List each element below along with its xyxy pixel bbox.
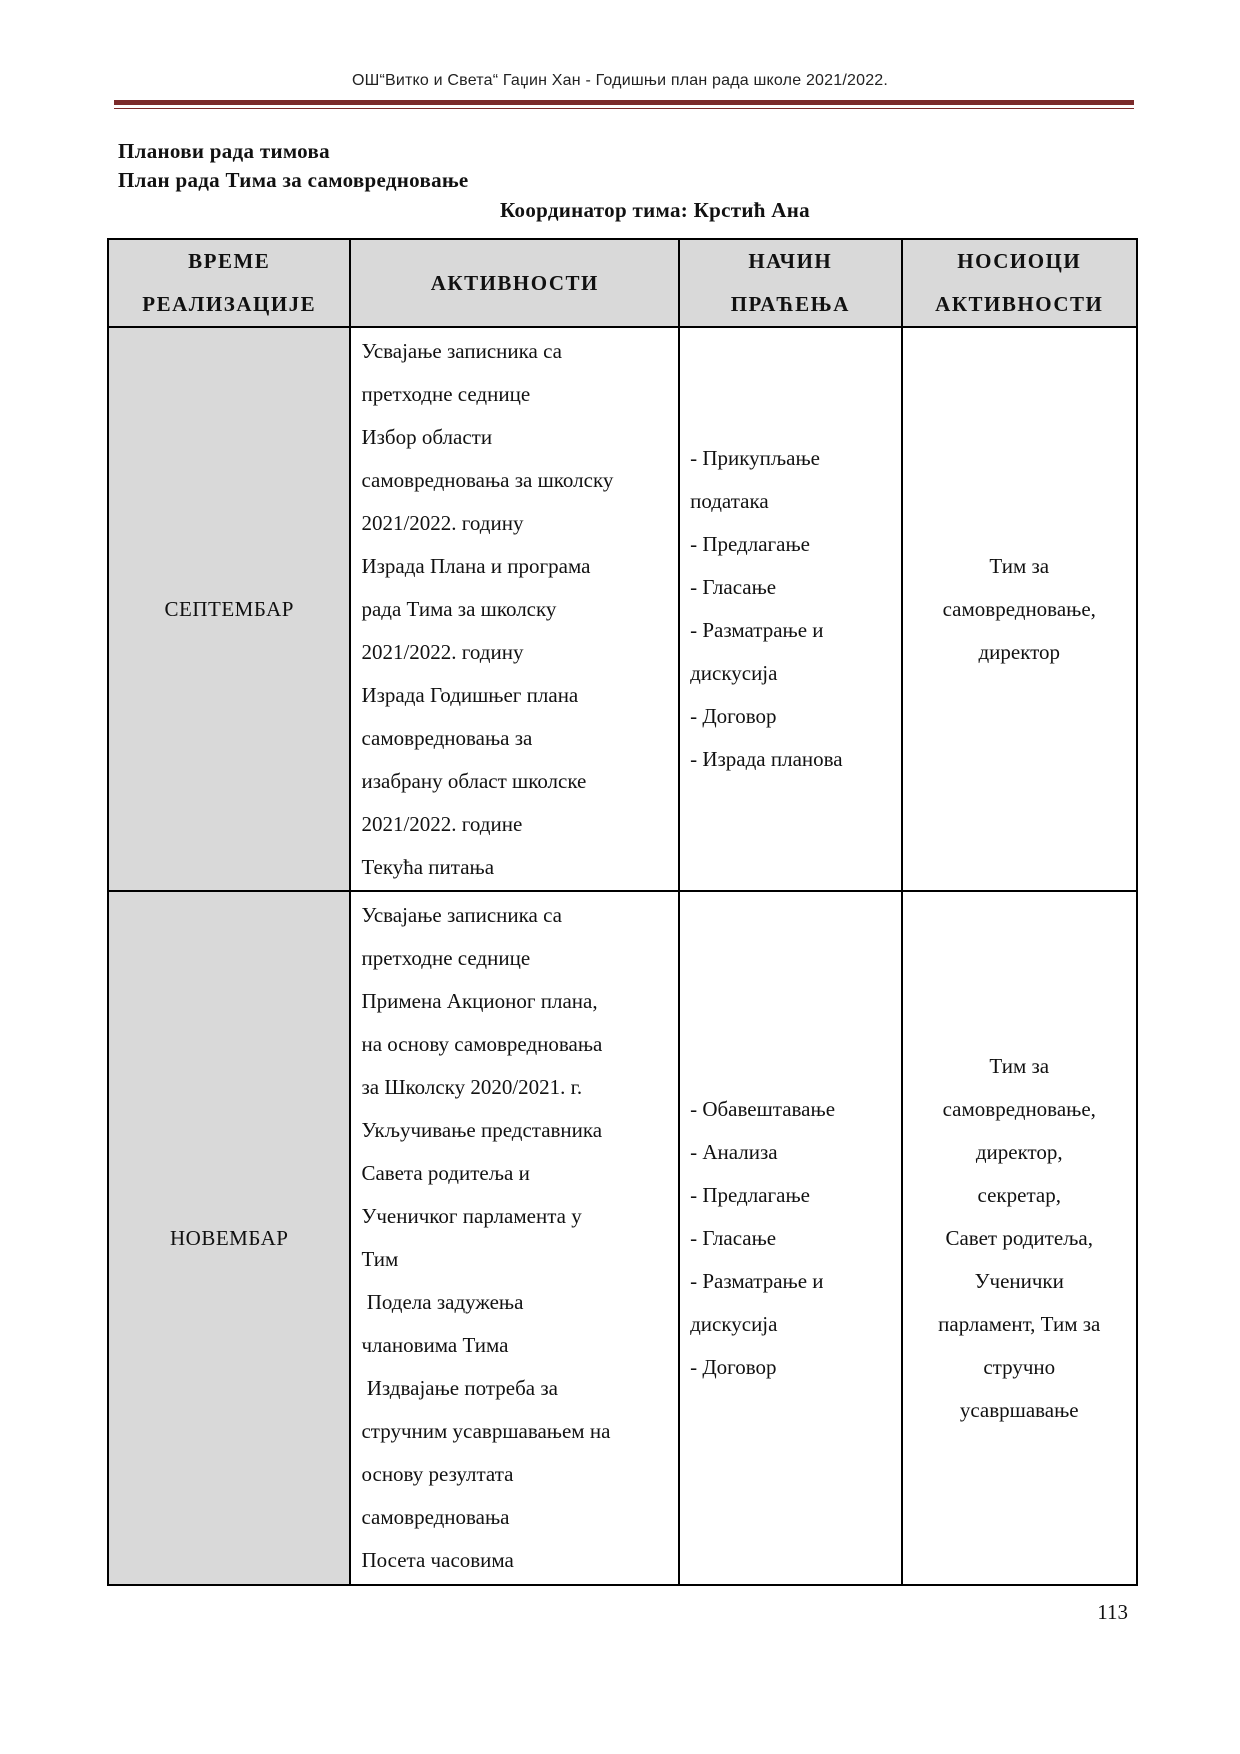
cell-line: - Договор xyxy=(690,1354,777,1379)
cell-line: Укључивање представника xyxy=(361,1118,603,1142)
table-header-row xyxy=(108,239,1137,327)
team-coordinator: Координатор тима: Крстић Ана xyxy=(500,198,810,222)
plan-title: План рада Тима за самовредновање xyxy=(118,168,469,192)
cell-line: Израда Годишњег плана xyxy=(361,682,579,707)
cell-line: 2021/2022. годину xyxy=(361,510,524,535)
page-number: 113 xyxy=(1097,1600,1128,1624)
monitoring-cell xyxy=(679,327,901,891)
cell-line: секретар, xyxy=(977,1182,1061,1207)
cell-line: стручно xyxy=(983,1354,1056,1379)
cell-line: Примена Акционог плана, xyxy=(361,989,598,1013)
cell-line: - Предлагање xyxy=(690,1182,810,1207)
cell-line: самовредновање, xyxy=(942,596,1096,621)
cell-line: Ученички xyxy=(974,1268,1064,1293)
page-header: ОШ“Витко и Света“ Гаџин Хан - Годишњи план рада школе 2021/2022. xyxy=(351,72,889,89)
cell-line: - Договор xyxy=(690,704,777,728)
cell-line: на основу самовредновања xyxy=(361,1032,603,1056)
cell-line: Савет родитеља, xyxy=(945,1225,1094,1250)
time-cell: НОВЕМБАР xyxy=(108,891,350,1585)
cell-line: директор, xyxy=(975,1139,1063,1164)
cell-line: за Школску 2020/2021. г. xyxy=(361,1075,583,1099)
carriers-cell xyxy=(902,891,1137,1585)
cell-line: Посета часовима xyxy=(361,1548,514,1572)
cell-line: - Анализа xyxy=(690,1139,778,1164)
cell-line: самовредновања xyxy=(361,1505,510,1529)
cell-line: - Израда планова xyxy=(690,747,843,771)
column-header-activities: АКТИВНОСТИ xyxy=(350,239,679,327)
cell-line: дискусија xyxy=(690,661,778,685)
cell-line: Ученичког парламента у xyxy=(361,1204,582,1228)
header-rule-thin xyxy=(114,108,1134,109)
cell-line: - Гласање xyxy=(690,1225,777,1250)
cell-line: директор xyxy=(978,639,1061,664)
table-row xyxy=(108,327,1137,891)
cell-line: Подела задужења xyxy=(361,1290,524,1314)
cell-line: рада Тима за школску xyxy=(361,596,557,621)
cell-line: парламент, Тим за xyxy=(938,1311,1101,1336)
cell-line: Усвајање записника са xyxy=(361,903,562,927)
cell-line: Тим за xyxy=(989,553,1050,578)
carriers-cell xyxy=(902,327,1137,891)
cell-line: самовредновања за xyxy=(361,725,533,750)
header-rule xyxy=(114,100,1134,105)
cell-line: претходне седнице xyxy=(361,381,531,406)
cell-line: - Прикупљање xyxy=(690,446,820,470)
cell-line: самовредновања за школску xyxy=(361,467,614,492)
cell-line: - Гласање xyxy=(690,575,777,599)
cell-line: члановима Тима xyxy=(361,1333,509,1357)
activities-cell xyxy=(350,891,679,1585)
cell-line: - Разматрање и xyxy=(690,1268,824,1293)
cell-line: Издвајање потреба за xyxy=(361,1376,558,1400)
cell-line: Усвајање записника са xyxy=(361,338,562,363)
time-cell: СЕПТЕМБАР xyxy=(108,327,350,891)
team-plan-table xyxy=(107,238,1138,1586)
cell-line: усавршавање xyxy=(959,1397,1079,1422)
section-title: Планови рада тимова xyxy=(118,139,330,163)
column-header-monitoring: НАЧИН ПРАЋЕЊА xyxy=(679,239,901,327)
cell-line: Тим за xyxy=(989,1053,1050,1078)
cell-line: - Разматрање и xyxy=(690,618,824,642)
cell-line: Тим xyxy=(361,1247,399,1271)
cell-line: изабрану област школске xyxy=(361,768,587,793)
table-row xyxy=(108,891,1137,1585)
cell-line: - Обавештавање xyxy=(690,1096,836,1121)
cell-line: стручним усавршавањем на xyxy=(361,1419,611,1443)
cell-line: Текућа питања xyxy=(361,854,495,879)
cell-line: - Предлагање xyxy=(690,532,810,556)
cell-line: Израда Плана и програма xyxy=(361,553,591,578)
cell-line: основу резултата xyxy=(361,1462,514,1486)
cell-line: дискусија xyxy=(690,1311,778,1336)
cell-line: Избор области xyxy=(361,424,493,449)
cell-line: 2021/2022. године xyxy=(361,811,523,836)
activities-cell xyxy=(350,327,679,891)
cell-line: података xyxy=(690,489,769,513)
column-header-time: ВРЕМЕ РЕАЛИЗАЦИЈЕ xyxy=(108,239,350,327)
monitoring-cell xyxy=(679,891,901,1585)
cell-line: Савета родитеља и xyxy=(361,1161,530,1185)
column-header-carriers: НОСИОЦИ АКТИВНОСТИ xyxy=(902,239,1137,327)
cell-line: самовредновање, xyxy=(942,1096,1096,1121)
cell-line: 2021/2022. годину xyxy=(361,639,524,664)
cell-line: претходне седнице xyxy=(361,946,531,970)
